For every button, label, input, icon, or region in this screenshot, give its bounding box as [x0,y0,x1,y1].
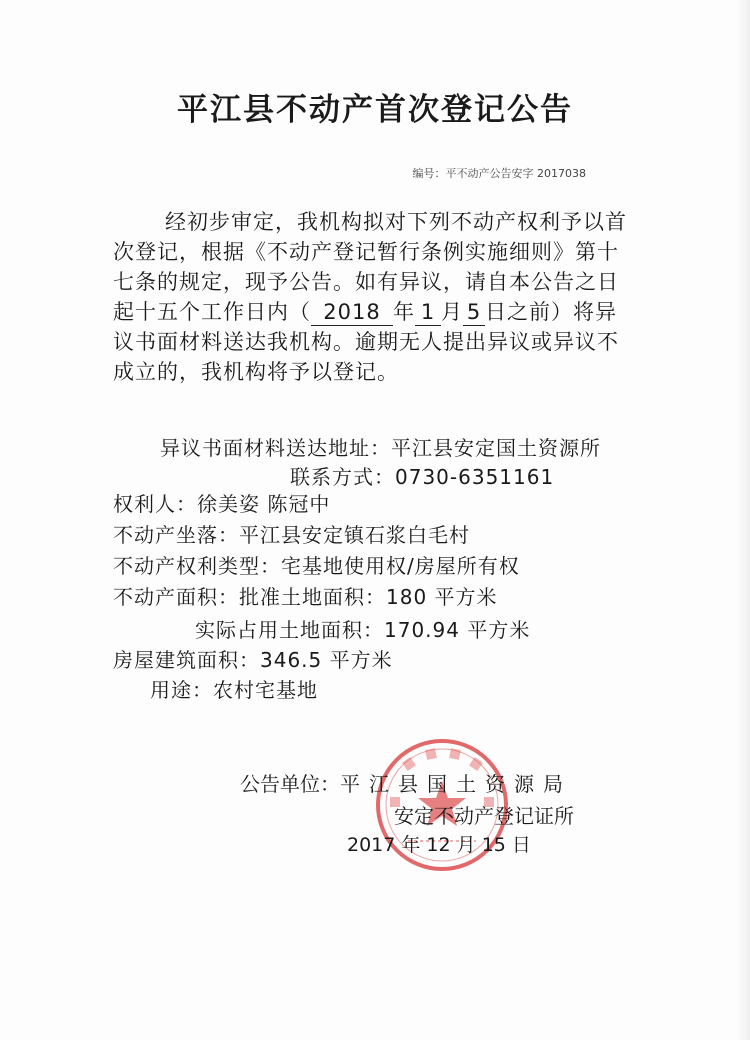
usage-label: 用途： [150,678,213,702]
sub-issuer: 安定不动产登记证所 [394,804,574,828]
location-label: 不动产坐落： [113,523,239,547]
body-line [113,267,633,297]
owner-value: 徐美姿 陈冠中 [197,492,331,516]
owner-label: 权利人： [113,492,197,516]
area-label: 不动产面积： [113,585,239,609]
body-line [113,237,633,267]
objection-address-label: 异议书面材料送达地址： [160,436,391,460]
usage-value: 农村宅基地 [213,678,318,702]
right-type-label: 不动产权利类型： [113,554,281,578]
right-type-row [113,550,520,579]
building-area-row [113,644,393,673]
objection-address-value: 平江县安定国土资源所 [391,436,601,460]
approved-area-value: 180 平方米 [386,585,498,609]
page-title: 平江县不动产首次登记公告 [177,92,573,128]
contact-phone: 0730-6351161 [395,465,555,489]
body-text: 经初步审定，我机构拟对下列不动产权利予以首 [165,210,627,234]
contact-row [290,461,554,490]
body-line [113,207,633,237]
body-text: 成立的，我机构将予以登记。 [113,360,399,384]
body-text: 七条的规定，现予公告。如有异议，请自本公告之日 [113,270,619,294]
approved-area-label: 批准土地面积： [239,585,386,609]
deadline-day: 5 [463,299,485,326]
notice-body [113,207,633,387]
issuer-row [240,768,572,797]
actual-area-label: 实际占用土地面积： [195,618,384,642]
location-row [113,519,470,548]
usage-row [150,674,318,703]
owner-row [113,488,330,517]
body-line [113,357,633,387]
body-line [113,297,633,327]
actual-area-value: 170.94 平方米 [384,618,531,642]
body-text: 起十五个工作日内（ [113,300,311,324]
actual-area-row [195,614,530,643]
document-number: 编号：平不动产公告安字 2017038 [412,167,586,180]
body-text: 次登记，根据《不动产登记暂行条例实施细则》第十 [113,240,619,264]
issuer-label: 公告单位： [240,772,340,796]
right-type-value: 宅基地使用权/房屋所有权 [281,554,520,578]
issue-date: 2017 年 12 月 15 日 [347,834,531,856]
issuer-name: 平江县国土资源局 [340,772,572,796]
deadline-year: 2018 [311,299,393,326]
body-text: 日之前）将异 [485,300,617,324]
area-row [113,581,498,610]
location-value: 平江县安定镇石浆白毛村 [239,523,470,547]
deadline-month: 1 [415,299,441,326]
building-area-label: 房屋建筑面积： [113,648,260,672]
objection-address-row [160,432,601,461]
contact-label: 联系方式： [290,465,395,489]
year-label: 年 [393,300,415,324]
month-label: 月 [441,300,463,324]
body-line [113,327,633,357]
scan-edge-shadow [736,0,750,1040]
building-area-value: 346.5 平方米 [260,648,393,672]
body-text: 议书面材料送达我机构。逾期无人提出异议或异议不 [113,330,619,354]
